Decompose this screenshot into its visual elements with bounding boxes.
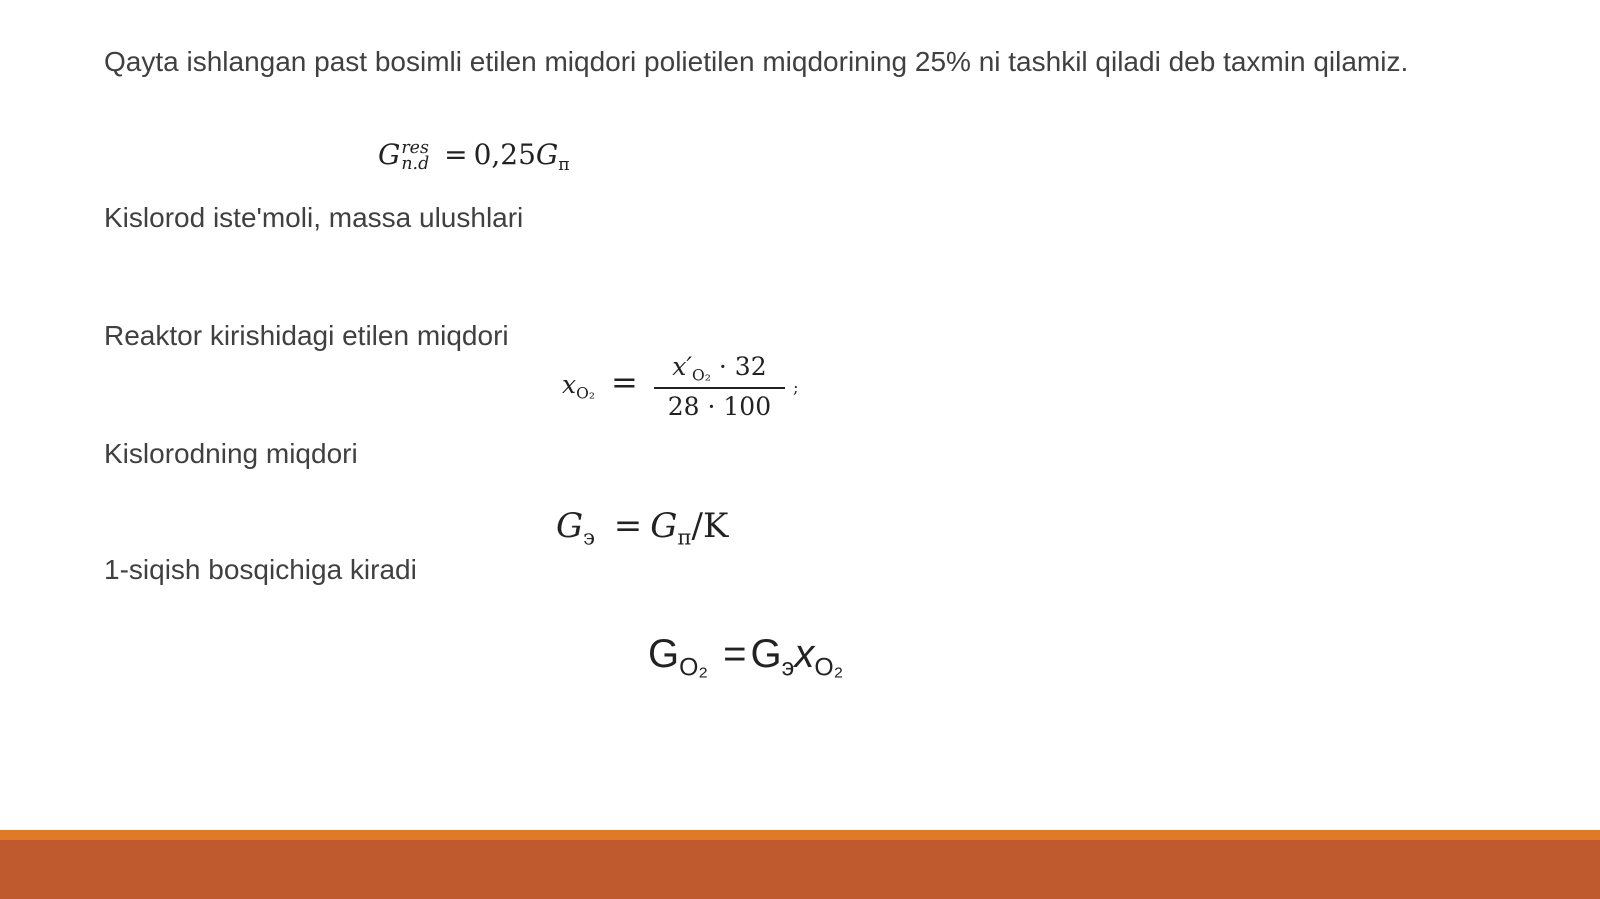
formula-subscript: п (558, 155, 570, 176)
formula-subscript: э (781, 654, 795, 682)
formula-equals: = (723, 632, 747, 676)
formula-oxygen-fraction (562, 352, 798, 421)
formula-symbol: x (794, 632, 815, 676)
formula-numerator (654, 352, 785, 389)
formula-symbol: G (650, 506, 678, 546)
paragraph-reactor-inlet-ethylene: Reaktor kirishidagi etilen miqdori (104, 320, 509, 351)
formula-subscript: э (583, 524, 595, 550)
formula-rest: /K (691, 506, 729, 546)
formula-symbol: G (378, 138, 401, 171)
formula-symbol: x (562, 370, 577, 400)
formula-coefficient: 0,25 (473, 138, 536, 171)
formula-subscript: O₂ (679, 654, 709, 682)
footer-bar (0, 840, 1600, 899)
paragraph-oxygen-amount: Kislorodning miqdori (104, 438, 358, 469)
formula-equals: = (610, 363, 638, 402)
formula-numerator-rest: · 32 (718, 352, 767, 381)
formula-superscript: res (401, 138, 429, 159)
formula-subscript: O₂ (814, 654, 844, 682)
formula-oxygen-mass (648, 632, 843, 683)
paragraph-oxygen-consumption: Kislorod iste'moli, massa ulushlari (104, 202, 524, 233)
formula-scripts (401, 140, 429, 173)
footer-accent-stripe (0, 830, 1600, 840)
formula-symbol: G (556, 506, 584, 546)
formula-ethylene-amount (556, 506, 728, 549)
formula-subscript: n.d (401, 153, 430, 174)
formula-symbol: G (750, 632, 782, 676)
formula-symbol: x′ (672, 352, 693, 381)
formula-subscript: п (677, 524, 692, 550)
paragraph-compression-stage: 1-siqish bosqichiga kiradi (104, 554, 417, 585)
formula-denominator: 28 · 100 (667, 392, 772, 422)
formula-subscript: O₂ (576, 384, 596, 403)
formula-recycled-ethylene (378, 138, 570, 175)
formula-equals: = (613, 506, 643, 546)
formula-equals: = (444, 138, 468, 171)
formula-symbol: G (648, 632, 680, 676)
formula-subscript: O₂ (692, 366, 711, 385)
formula-fraction (654, 352, 785, 421)
formula-symbol: G (535, 138, 559, 171)
formula-tail: ; (793, 378, 799, 398)
paragraph-ethylene-assumption: Qayta ishlangan past bosimli etilen miqdori polietilen miqdorining 25% ni tashkil qiladi deb taxmin qilamiz. (104, 46, 1409, 77)
